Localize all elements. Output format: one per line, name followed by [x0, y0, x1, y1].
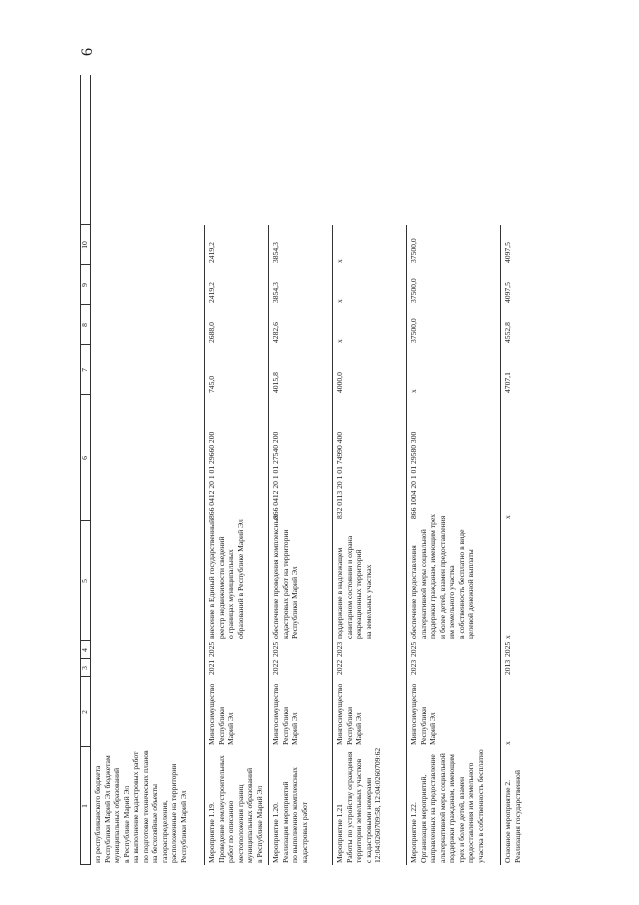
header-col-7: 7 [80, 368, 89, 372]
table-cell: Мингосимущество Республики Марий Эл [335, 683, 363, 745]
header-col-1: 1 [80, 804, 89, 808]
row-divider [204, 225, 205, 865]
table-cell: 4097,5 [503, 282, 512, 303]
table-cell: 4282,6 [271, 322, 280, 343]
table-cell: Основное мероприятие 2. Реализация государственной [503, 770, 522, 863]
table-cell: х [503, 635, 512, 639]
row-divider [406, 225, 407, 865]
table-cell: х [503, 515, 512, 519]
table-cell: 4552,8 [503, 322, 512, 343]
table-cell: х [503, 741, 512, 745]
table-cell: 866 1004 20 1 01 29580 300 [409, 431, 418, 519]
table-cell: Мероприятие 1.22. Организация мероприятий, направленных на предоставление альтернативной меры социальной поддержки гражданам, имеющим трех и более детей, взамен предоставления им земельного участка в собственность бесплатно [409, 749, 485, 863]
rotated-table [80, 75, 639, 865]
table-cell: 2419,2 [207, 282, 216, 303]
table-cell: 2022 [335, 659, 344, 675]
table-cell: х [335, 259, 344, 263]
table-cell: Мероприятие 1.20. Реализация мероприятий по выполнению комплексных кадастровых работ [271, 767, 309, 863]
table-cell: 3854,3 [271, 282, 280, 303]
header-col-3: 3 [80, 666, 89, 670]
table-cell: 832 0113 20 1 01 74990 400 [335, 431, 344, 519]
table-cell: Мингосимущество Республики Марий Эл [409, 683, 437, 745]
table-cell: Мероприятие 1.19. Проведение землеустроительных работ по описанию местоположения границ муниципальных образований в Республике Марий Эл [207, 755, 264, 863]
table-cell: 2025 [207, 641, 216, 657]
table-cell: из республиканского бюджета Республики Марий Эл бюджетам муниципальных образований в Республике Марий Эл на выполнение кадастровых работ по подготовке технических планов на бесхозяйные объекты газораспределения, расположенные на территории Республики Марий Эл [93, 750, 188, 863]
table-cell: 745,0 [207, 375, 216, 393]
table-cell: 2025 [503, 641, 512, 657]
table-cell: обеспечение предоставления альтернативной меры социальной поддержки гражданам, имеющим трех и более детей, взамен предоставления им земельного участка в собственность бесплатно в виде целевой денежной выплаты [409, 513, 475, 639]
header-col-2: 2 [80, 710, 89, 714]
table-cell: 2023 [409, 659, 418, 675]
header-col-4: 4 [80, 648, 89, 652]
header-col-10: 10 [80, 241, 89, 249]
table-cell: внесение в Единый государственный реестр недвижимости сведений о границах муниципальных образований в Республике Марий Эл [207, 518, 245, 639]
header-col-8: 8 [80, 323, 89, 327]
table-cell: х [335, 299, 344, 303]
header-col-5: 5 [80, 579, 89, 583]
table-cell: х [335, 339, 344, 343]
header-col-9: 9 [80, 283, 89, 287]
table-cell: 37500,0 [409, 238, 418, 263]
table-cell: 4097,5 [503, 242, 512, 263]
table-cell: 2013 [503, 659, 512, 675]
table-cell: 4707,1 [503, 372, 512, 393]
table-cell: 2023 [335, 641, 344, 657]
table-cell: 866 0412 20 1 01 27540 200 [271, 431, 280, 519]
table-cell: Мероприятие 1.21 Работы по устройству ограждения территории земельных участков с кадастровыми номерами 12:04:0260709:58, 12:04:0260709:62 [335, 747, 382, 863]
table-cell: 37500,0 [409, 278, 418, 303]
table-cell: 37500,0 [409, 318, 418, 343]
table-cell: Мингосимущество Республики Марий Эл [271, 683, 299, 745]
table-cell: поддержание в надлежащем санитарном состоянии и охрана рекреационных территорий на земельных участках [335, 535, 373, 639]
header-bottom-rule [90, 75, 91, 865]
header-col-6: 6 [80, 456, 89, 460]
table-cell: 4015,8 [271, 372, 280, 393]
page-number: 6 [79, 48, 96, 56]
row-divider [500, 225, 501, 865]
table-cell: х [409, 389, 418, 393]
row-divider [332, 225, 333, 865]
table-cell: 866 0412 20 1 01 29660 200 [207, 431, 216, 519]
table-cell: 4000,0 [335, 372, 344, 393]
table-cell: обеспечение проведения комплексных кадастровых работ на территории Республики Марий Эл [271, 514, 299, 639]
table-cell: 3854,3 [271, 242, 280, 263]
table-cell: 2025 [271, 641, 280, 657]
table-cell: 2688,0 [207, 322, 216, 343]
table-cell: 2419,2 [207, 242, 216, 263]
table-cell: Мингосимущество Республики Марий Эл [207, 683, 235, 745]
table-cell: 2022 [271, 659, 280, 675]
table-cell: 2025 [409, 641, 418, 657]
row-divider [268, 225, 269, 865]
table-cell: 2021 [207, 659, 216, 675]
